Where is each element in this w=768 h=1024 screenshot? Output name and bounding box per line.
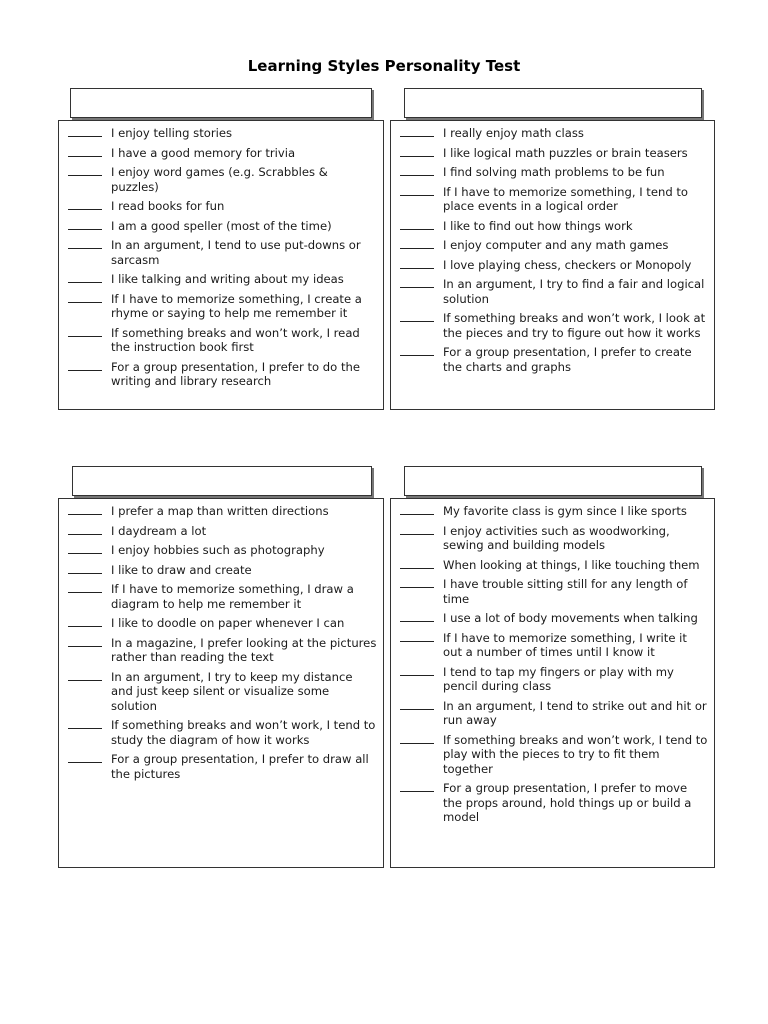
item-text: I like to find out how things work bbox=[443, 218, 633, 233]
item-text: For a group presentation, I prefer to move the props around, hold things up or build a model bbox=[443, 781, 692, 824]
checklist-item bbox=[68, 360, 377, 389]
answer-blank[interactable] bbox=[68, 238, 102, 249]
checklist-item bbox=[400, 611, 708, 626]
item-text: My favorite class is gym since I like sports bbox=[443, 504, 687, 518]
item-text: In an argument, I tend to strike out and hit or run away bbox=[443, 698, 707, 727]
answer-blank[interactable] bbox=[400, 258, 434, 269]
checklist-item bbox=[400, 504, 708, 519]
checklist-item bbox=[68, 219, 377, 234]
answer-blank[interactable] bbox=[68, 752, 102, 763]
checklist-item bbox=[400, 165, 708, 180]
checklist-item bbox=[400, 558, 708, 573]
item-text: I use a lot of body movements when talking bbox=[443, 611, 698, 625]
item-text: If something breaks and won’t work, I read the instruction book first bbox=[111, 325, 360, 354]
checklist-item bbox=[68, 326, 377, 355]
answer-blank[interactable] bbox=[400, 781, 434, 792]
answer-blank[interactable] bbox=[400, 504, 434, 515]
checklist-item bbox=[400, 258, 708, 273]
answer-blank[interactable] bbox=[68, 326, 102, 337]
checklist-item bbox=[400, 665, 708, 694]
answer-blank[interactable] bbox=[400, 665, 434, 676]
answer-blank[interactable] bbox=[68, 219, 102, 230]
item-text: I find solving math problems to be fun bbox=[443, 165, 665, 179]
item-text: I prefer a map than written directions bbox=[111, 504, 329, 518]
answer-blank[interactable] bbox=[400, 277, 434, 288]
item-text: When looking at things, I like touching them bbox=[443, 557, 700, 572]
item-text: In an argument, I tend to use put-downs or sarcasm bbox=[111, 238, 361, 267]
item-text: If I have to memorize something, I tend to place events in a logical order bbox=[443, 184, 689, 213]
section-heading-box[interactable] bbox=[404, 88, 702, 118]
item-text: I enjoy hobbies such as photography bbox=[111, 543, 325, 557]
checklist-panel bbox=[390, 120, 715, 410]
item-text: I daydream a lot bbox=[111, 523, 207, 538]
checklist-item bbox=[68, 504, 377, 519]
item-text: For a group presentation, I prefer to create the charts and graphs bbox=[443, 345, 692, 374]
item-text: I enjoy word games (e.g. Scrabbles & puzzles) bbox=[111, 165, 328, 194]
item-text: If something breaks and won’t work, I tend to play with the pieces to try to fit them together bbox=[443, 732, 708, 776]
checklist-item bbox=[68, 752, 377, 781]
answer-blank[interactable] bbox=[68, 504, 102, 515]
item-text: I tend to tap my fingers or play with my pencil during class bbox=[443, 664, 674, 693]
answer-blank[interactable] bbox=[400, 126, 434, 137]
checklist-panel bbox=[390, 498, 715, 868]
checklist-item bbox=[400, 146, 708, 161]
answer-blank[interactable] bbox=[68, 360, 102, 371]
answer-blank[interactable] bbox=[400, 146, 434, 157]
checklist-item bbox=[68, 563, 377, 578]
item-text: I like talking and writing about my ideas bbox=[111, 272, 344, 286]
section-heading-box[interactable] bbox=[404, 466, 702, 496]
checklist-panel bbox=[58, 120, 384, 410]
checklist-item bbox=[400, 631, 708, 660]
item-text: I really enjoy math class bbox=[443, 126, 584, 140]
checklist-item bbox=[68, 636, 377, 665]
item-text: I like logical math puzzles or brain teasers bbox=[443, 145, 688, 160]
answer-blank[interactable] bbox=[68, 616, 102, 627]
item-text: I have a good memory for trivia bbox=[111, 145, 296, 160]
item-text: For a group presentation, I prefer to do the writing and library research bbox=[111, 359, 360, 388]
checklist-item bbox=[68, 582, 377, 611]
checklist-item bbox=[68, 718, 377, 747]
item-text: In an argument, I try to keep my distance and just keep silent or visualize some solution bbox=[111, 669, 353, 713]
item-text: I have trouble sitting still for any length of time bbox=[443, 577, 688, 606]
answer-blank[interactable] bbox=[68, 272, 102, 283]
answer-blank[interactable] bbox=[400, 238, 434, 249]
item-text: I like to doodle on paper whenever I can bbox=[111, 616, 345, 630]
answer-blank[interactable] bbox=[400, 524, 434, 535]
checklist-panel bbox=[58, 498, 384, 868]
answer-blank[interactable] bbox=[400, 699, 434, 710]
page-title: Learning Styles Personality Test bbox=[247, 57, 521, 75]
checklist-item bbox=[400, 345, 708, 374]
section-heading-box[interactable] bbox=[70, 88, 372, 118]
checklist-item bbox=[68, 272, 377, 287]
item-text: For a group presentation, I prefer to draw all the pictures bbox=[111, 752, 369, 781]
answer-blank[interactable] bbox=[400, 311, 434, 322]
answer-blank[interactable] bbox=[400, 219, 434, 230]
checklist-item bbox=[400, 699, 708, 728]
checklist-item bbox=[68, 126, 377, 141]
answer-blank[interactable] bbox=[68, 718, 102, 729]
answer-blank[interactable] bbox=[400, 185, 434, 196]
checklist-item bbox=[400, 219, 708, 234]
answer-blank[interactable] bbox=[400, 733, 434, 744]
checklist-item bbox=[400, 238, 708, 253]
checklist-item bbox=[68, 238, 377, 267]
item-text: I enjoy activities such as woodworking, sewing and building models bbox=[443, 523, 670, 552]
checklist-item bbox=[68, 292, 377, 321]
item-text: I like to draw and create bbox=[111, 562, 252, 577]
checklist-item bbox=[400, 311, 708, 340]
item-text: I am a good speller (most of the time) bbox=[111, 218, 332, 233]
answer-blank[interactable] bbox=[400, 558, 434, 569]
answer-blank[interactable] bbox=[68, 670, 102, 681]
checklist-item bbox=[400, 185, 708, 214]
checklist-item bbox=[400, 524, 708, 553]
item-text: I enjoy telling stories bbox=[111, 126, 233, 140]
checklist-item bbox=[68, 165, 377, 194]
answer-blank[interactable] bbox=[400, 577, 434, 588]
answer-blank[interactable] bbox=[400, 631, 434, 642]
checklist-item bbox=[400, 126, 708, 141]
answer-blank[interactable] bbox=[68, 582, 102, 593]
item-text: I love playing chess, checkers or Monopoly bbox=[443, 257, 692, 272]
checklist-item bbox=[68, 670, 377, 714]
checklist-item bbox=[400, 733, 708, 777]
checklist-item bbox=[400, 277, 708, 306]
checklist-item bbox=[400, 577, 708, 606]
answer-blank[interactable] bbox=[400, 345, 434, 356]
item-text: In a magazine, I prefer looking at the pictures rather than reading the text bbox=[111, 635, 377, 664]
item-text: If I have to memorize something, I create a rhyme or saying to help me remember it bbox=[111, 291, 362, 320]
answer-blank[interactable] bbox=[68, 165, 102, 176]
answer-blank[interactable] bbox=[68, 543, 102, 554]
checklist-item bbox=[68, 146, 377, 161]
section-heading-box[interactable] bbox=[72, 466, 372, 496]
checklist-item bbox=[68, 543, 377, 558]
checklist-item bbox=[400, 781, 708, 825]
item-text: If something breaks and won’t work, I look at the pieces and try to figure out how it works bbox=[443, 311, 706, 340]
answer-blank[interactable] bbox=[68, 126, 102, 137]
item-text: If I have to memorize something, I draw a diagram to help me remember it bbox=[111, 582, 354, 611]
checklist-item bbox=[68, 199, 377, 214]
item-text: I enjoy computer and any math games bbox=[443, 238, 669, 252]
answer-blank[interactable] bbox=[400, 165, 434, 176]
answer-blank[interactable] bbox=[68, 292, 102, 303]
checklist-item bbox=[68, 524, 377, 539]
answer-blank[interactable] bbox=[400, 611, 434, 622]
item-text: If something breaks and won’t work, I tend to study the diagram of how it works bbox=[111, 718, 376, 747]
answer-blank[interactable] bbox=[68, 199, 102, 210]
answer-blank[interactable] bbox=[68, 146, 102, 157]
answer-blank[interactable] bbox=[68, 636, 102, 647]
item-text: In an argument, I try to find a fair and logical solution bbox=[443, 277, 705, 306]
answer-blank[interactable] bbox=[68, 524, 102, 535]
item-text: I read books for fun bbox=[111, 199, 225, 213]
checklist-item bbox=[68, 616, 377, 631]
answer-blank[interactable] bbox=[68, 563, 102, 574]
item-text: If I have to memorize something, I write it out a number of times until I know it bbox=[443, 630, 687, 659]
